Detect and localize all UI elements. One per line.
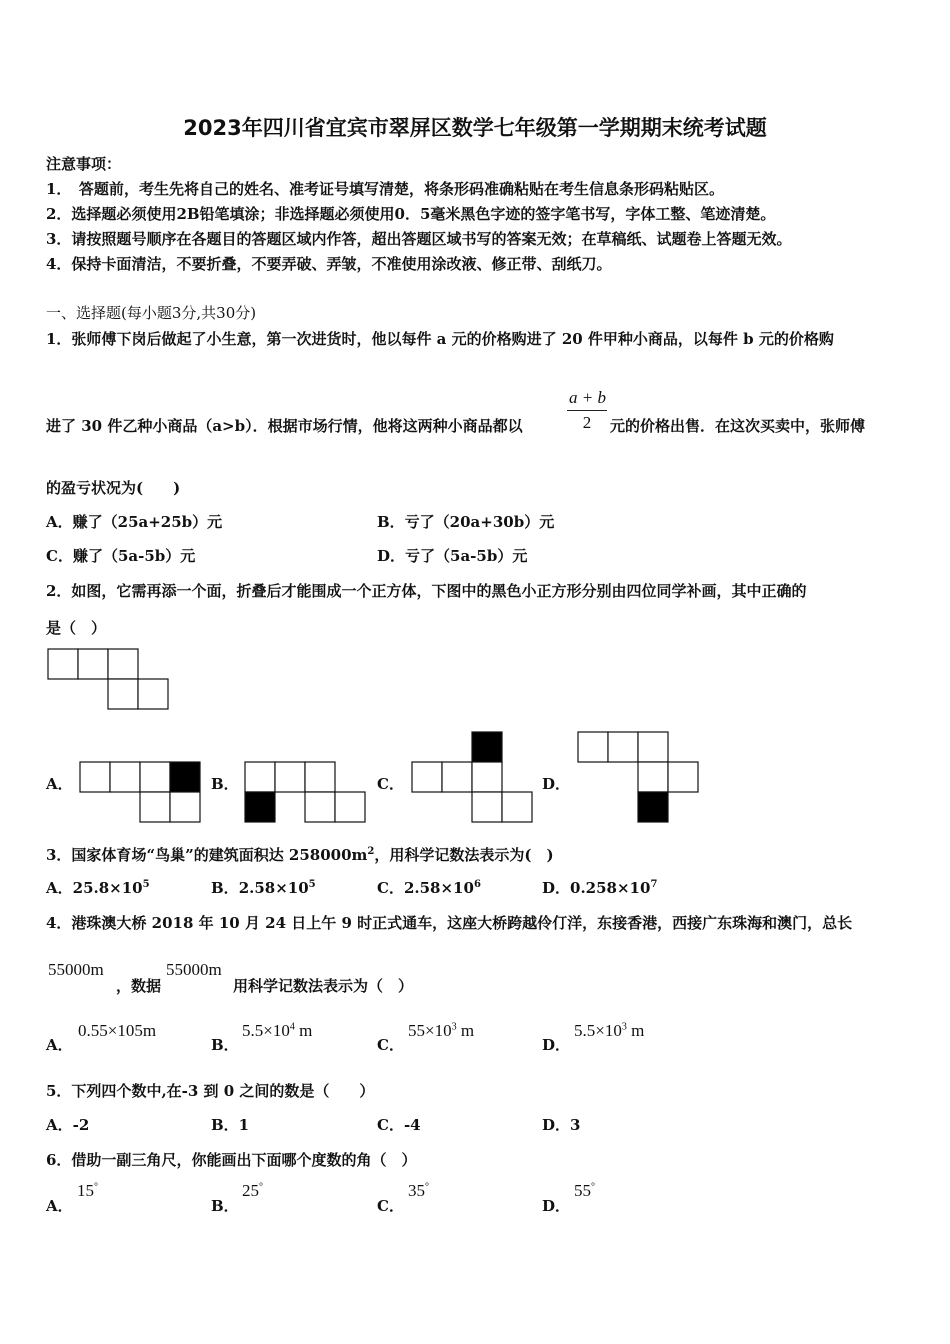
q2-option-d-net bbox=[578, 732, 702, 824]
q5-option-c: C．-4 bbox=[377, 1116, 421, 1134]
q1-line2a: 进了 30 件乙种小商品（a>b）．根据市场行情，他将这两种小商品都以 bbox=[46, 417, 523, 435]
q3-option-d bbox=[542, 877, 657, 898]
q4-tail-text: 用科学记数法表示为（ ） bbox=[233, 977, 414, 995]
q3-option-base: 2.58×10 bbox=[403, 879, 474, 897]
q6-degree-sign: ° bbox=[94, 1181, 98, 1193]
q2-option-a-net bbox=[80, 762, 204, 824]
q6-angle-value: 15 bbox=[77, 1181, 94, 1200]
q6-label-c: C． bbox=[377, 1197, 404, 1215]
q2-label-c: C． bbox=[377, 775, 404, 793]
q3-option-label: B． bbox=[211, 879, 239, 897]
q4-option-exp: 4 bbox=[289, 1021, 295, 1033]
q6-option-b-value bbox=[242, 1181, 263, 1201]
q3-stem-b: ，用科学记数法表示为( ) bbox=[374, 846, 554, 864]
q1-option-c: C．赚了（5a-5b）元 bbox=[46, 547, 196, 565]
q4-option-unit: m bbox=[456, 1021, 475, 1040]
q1-line3: 的盈亏状况为( ) bbox=[46, 479, 181, 497]
q6-stem: 6．借助一副三角尺，你能画出下面哪个度数的角（ ） bbox=[46, 1151, 417, 1169]
q3-stem bbox=[46, 844, 554, 865]
q6-option-d-value bbox=[574, 1181, 595, 1201]
q6-degree-sign: ° bbox=[259, 1181, 263, 1193]
q6-degree-sign: ° bbox=[425, 1181, 429, 1193]
q4-option-c-value bbox=[408, 1021, 474, 1041]
q6-option-a-value bbox=[77, 1181, 98, 1201]
q1-fraction-numerator: a + b bbox=[567, 388, 607, 411]
notice-item-1: 1． 答题前，考生先将自己的姓名、准考证号填写清楚，将条形码准确粘贴在考生信息条形码粘贴区。 bbox=[46, 180, 724, 198]
q4-option-unit: m bbox=[626, 1021, 645, 1040]
q3-option-base: 25.8×10 bbox=[72, 879, 143, 897]
q1-option-d: D．亏了（5a-5b）元 bbox=[377, 547, 528, 565]
q4-mid-text: ，数据 bbox=[116, 977, 162, 995]
q3-option-exp: 5 bbox=[142, 879, 150, 890]
q1-line2b: 元的价格出售．在这次买卖中，张师傅 bbox=[610, 417, 866, 435]
q2-label-b: B． bbox=[211, 775, 239, 793]
section-heading: 一、选择题(每小题3分,共30分) bbox=[46, 304, 257, 322]
q3-stem-a: 3．国家体育场“鸟巢”的建筑面积达 258000m bbox=[46, 846, 368, 864]
q4-option-d-value bbox=[574, 1021, 644, 1041]
notice-heading: 注意事项： bbox=[46, 155, 122, 173]
q6-label-d: D． bbox=[542, 1197, 571, 1215]
notice-item-3: 3．请按照题号顺序在各题目的答题区域内作答，超出答题区域书写的答案无效；在草稿纸、试题卷上答题无效。 bbox=[46, 230, 792, 248]
page-title: 2023年四川省宜宾市翠屏区数学七年级第一学期期末统考试题 bbox=[183, 116, 767, 140]
q4-label-d: D． bbox=[542, 1036, 571, 1054]
q5-stem: 5．下列四个数中,在-3 到 0 之间的数是（ ） bbox=[46, 1082, 375, 1100]
q1-option-a: A．赚了（25a+25b）元 bbox=[46, 513, 223, 531]
q3-option-label: A． bbox=[46, 879, 73, 897]
q3-option-a bbox=[46, 877, 150, 898]
q4-option-base: 55×10 bbox=[408, 1021, 452, 1040]
q4-option-exp: 3 bbox=[621, 1021, 627, 1033]
q3-option-exp: 7 bbox=[650, 879, 658, 890]
q2-line2: 是（ ） bbox=[46, 619, 107, 637]
q4-value-1: 55000m bbox=[48, 960, 104, 979]
q3-option-exp: 5 bbox=[308, 879, 316, 890]
q4-label-a: A． bbox=[46, 1036, 73, 1054]
q3-option-label: C． bbox=[377, 879, 404, 897]
q2-label-d: D． bbox=[542, 775, 571, 793]
q1-line1: 1．张师傅下岗后做起了小生意，第一次进货时，他以每件 a 元的价格购进了 20 件甲种小商品，以每件 b 元的价格购 bbox=[46, 330, 834, 348]
q3-option-exp: 6 bbox=[473, 879, 481, 890]
q6-label-a: A． bbox=[46, 1197, 73, 1215]
q3-option-base: 2.58×10 bbox=[238, 879, 309, 897]
q1-fraction-denominator: 2 bbox=[582, 413, 592, 432]
q4-option-base: 5.5×10 bbox=[574, 1021, 622, 1040]
q2-label-a: A． bbox=[46, 775, 73, 793]
q1-fraction bbox=[567, 388, 607, 433]
q3-option-c bbox=[377, 877, 481, 898]
q3-stem-sup: 2 bbox=[367, 846, 375, 857]
notice-item-4: 4．保持卡面清洁，不要折叠，不要弄破、弄皱，不准使用涂改液、修正带、刮纸刀。 bbox=[46, 255, 612, 273]
q5-option-a: A．-2 bbox=[46, 1116, 90, 1134]
q2-line1: 2．如图，它需再添一个面，折叠后才能围成一个正方体，下图中的黑色小正方形分别由四位同学补画，其中正确的 bbox=[46, 582, 807, 600]
q2-option-b-net bbox=[245, 762, 369, 824]
q3-option-label: D． bbox=[542, 879, 571, 897]
q6-angle-value: 35 bbox=[408, 1181, 425, 1200]
q4-value-2: 55000m bbox=[166, 960, 222, 979]
q6-angle-value: 25 bbox=[242, 1181, 259, 1200]
q4-label-c: C． bbox=[377, 1036, 404, 1054]
q6-degree-sign: ° bbox=[591, 1181, 595, 1193]
q4-option-unit: m bbox=[294, 1021, 313, 1040]
q3-option-b bbox=[211, 877, 316, 898]
q4-line1: 4．港珠澳大桥 2018 年 10 月 24 日上午 9 时正式通车，这座大桥跨越伶仃洋，东接香港，西接广东珠海和澳门，总长 bbox=[46, 914, 853, 932]
q6-option-c-value bbox=[408, 1181, 429, 1201]
q4-label-b: B． bbox=[211, 1036, 239, 1054]
q6-angle-value: 55 bbox=[574, 1181, 591, 1200]
q4-option-exp: 3 bbox=[451, 1021, 457, 1033]
q4-option-base: 0.55×105m bbox=[78, 1021, 157, 1040]
q5-option-b: B．1 bbox=[211, 1116, 250, 1134]
q4-option-b-value bbox=[242, 1021, 312, 1041]
q4-option-base: 5.5×10 bbox=[242, 1021, 290, 1040]
q6-label-b: B． bbox=[211, 1197, 239, 1215]
q2-base-net bbox=[48, 649, 170, 711]
q3-option-base: 0.258×10 bbox=[570, 879, 651, 897]
q5-option-d: D．3 bbox=[542, 1116, 581, 1134]
notice-item-2: 2．选择题必须使用2B铅笔填涂；非选择题必须使用0．5毫米黑色字迹的签字笔书写，字体工整、笔迹清楚。 bbox=[46, 205, 776, 223]
q4-option-a-value bbox=[78, 1021, 156, 1041]
q2-option-c-net bbox=[412, 732, 536, 824]
q1-option-b: B．亏了（20a+30b）元 bbox=[377, 513, 555, 531]
